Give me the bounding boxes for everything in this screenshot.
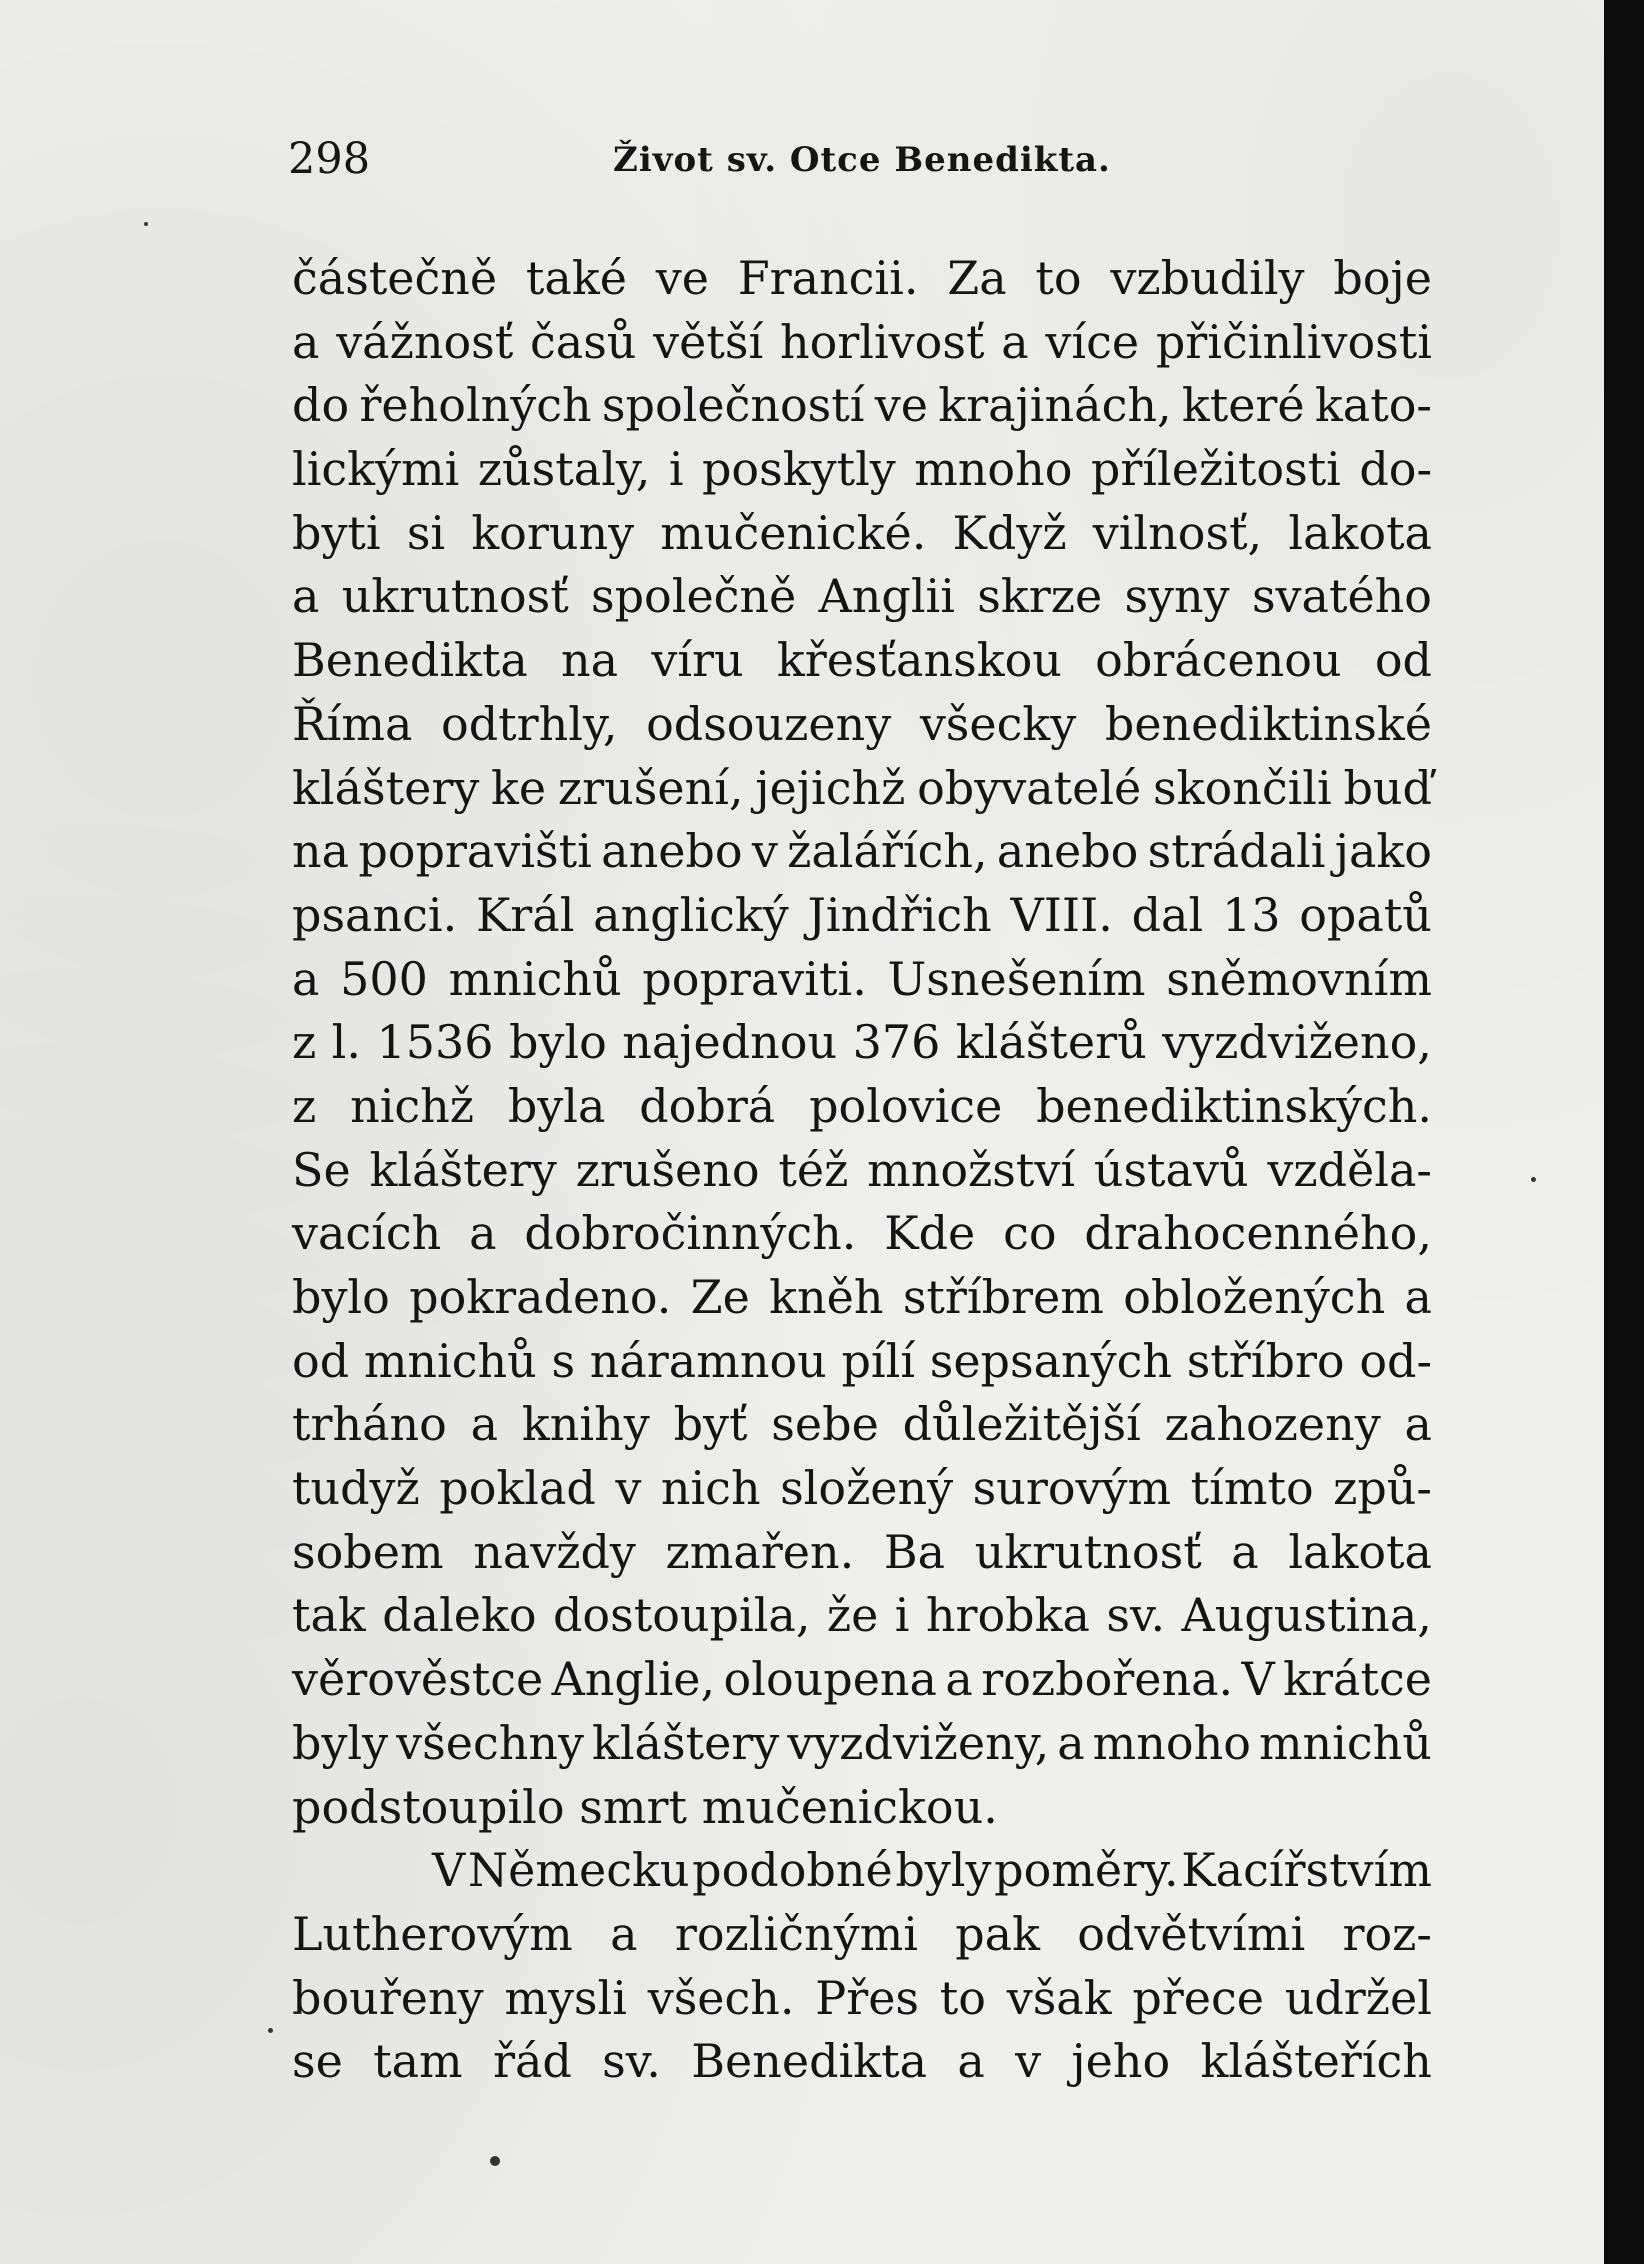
word: Benedikta bbox=[691, 2034, 928, 2089]
word: s bbox=[551, 1333, 576, 1388]
text-line bbox=[292, 311, 1432, 375]
word: klášteřích bbox=[1200, 2034, 1432, 2089]
word: z bbox=[292, 1015, 317, 1070]
text-line bbox=[292, 757, 1432, 821]
word: v bbox=[751, 824, 778, 879]
ink-speck bbox=[1531, 1177, 1536, 1182]
word: Jindřich bbox=[807, 887, 992, 942]
word: dobrá bbox=[639, 1078, 776, 1133]
word: byly bbox=[895, 1843, 992, 1898]
word: všecky bbox=[919, 696, 1077, 751]
word: anebo bbox=[996, 824, 1139, 879]
word: odtrhly, bbox=[441, 696, 618, 751]
word: stříbro bbox=[1186, 1333, 1345, 1388]
word: bylo bbox=[292, 1270, 390, 1324]
word: jeho bbox=[1071, 2034, 1171, 2089]
word: více bbox=[1045, 314, 1140, 369]
word: klášterů bbox=[955, 1015, 1147, 1070]
word: zahozeny bbox=[1164, 1397, 1381, 1452]
word: vyzdviženo, bbox=[1162, 1015, 1432, 1070]
word: daleko bbox=[382, 1588, 537, 1643]
word: obyvatelé bbox=[917, 760, 1142, 815]
word: ve bbox=[874, 378, 928, 433]
word: sebe bbox=[771, 1397, 879, 1452]
word: tímto bbox=[1190, 1461, 1314, 1516]
word: vacích bbox=[292, 1206, 442, 1261]
ink-speck bbox=[268, 2028, 273, 2033]
word: a bbox=[945, 1652, 973, 1707]
word: podstoupilo bbox=[292, 1779, 565, 1834]
word: a bbox=[1231, 1524, 1259, 1579]
word: mnoho bbox=[914, 442, 1073, 497]
word: větší bbox=[653, 314, 764, 369]
word: Anglii bbox=[818, 569, 955, 624]
word: od bbox=[1374, 633, 1432, 688]
word: že bbox=[826, 1588, 879, 1643]
word: smrt bbox=[579, 1779, 687, 1834]
word: věrověstce bbox=[292, 1652, 544, 1707]
word: složený bbox=[780, 1461, 954, 1516]
word: benediktinských. bbox=[1036, 1078, 1432, 1133]
word: Kacířstvím bbox=[1181, 1843, 1432, 1898]
word: udržel bbox=[1284, 1970, 1432, 2025]
text-line bbox=[292, 1457, 1432, 1521]
word: syny bbox=[1124, 569, 1230, 624]
word: Kde bbox=[884, 1206, 976, 1261]
word: kláštery bbox=[292, 760, 480, 815]
word: od bbox=[292, 1333, 350, 1388]
word: společně bbox=[590, 569, 797, 624]
word: Král bbox=[475, 887, 575, 942]
word: hrobka bbox=[925, 1588, 1090, 1643]
word: trháno bbox=[292, 1397, 447, 1452]
text-line bbox=[292, 1075, 1432, 1139]
word: kláštery bbox=[591, 1715, 780, 1770]
word: opatů bbox=[1299, 887, 1432, 942]
word: vilnosť, bbox=[1092, 505, 1263, 560]
word: společností bbox=[601, 378, 865, 433]
word: ke bbox=[491, 760, 547, 815]
word: však bbox=[1006, 1970, 1112, 2025]
text-line bbox=[292, 1839, 1432, 1903]
text-line bbox=[292, 1393, 1432, 1457]
word: se bbox=[292, 2034, 343, 2089]
word: mučenické. bbox=[660, 505, 927, 560]
word: a bbox=[469, 1206, 497, 1261]
word: popraviti. bbox=[642, 951, 867, 1006]
word: mučenickou. bbox=[701, 1779, 998, 1834]
scan-border bbox=[1604, 0, 1644, 2264]
word: si bbox=[406, 505, 446, 560]
text-line bbox=[292, 1776, 1432, 1840]
text-line bbox=[292, 565, 1432, 629]
word: navždy bbox=[473, 1524, 636, 1579]
word: 13 bbox=[1221, 887, 1281, 942]
text-line bbox=[292, 1712, 1432, 1776]
word: v bbox=[615, 1461, 642, 1516]
word: vzděla- bbox=[1267, 1142, 1432, 1197]
word: Benedikta bbox=[292, 633, 528, 688]
word: ve bbox=[655, 251, 709, 305]
word: a bbox=[957, 2034, 985, 2089]
word: Usnešením bbox=[887, 951, 1146, 1006]
word: nichž bbox=[350, 1078, 475, 1133]
word: i bbox=[894, 1588, 910, 1643]
word: surovým bbox=[972, 1461, 1172, 1516]
word: Ze bbox=[690, 1270, 750, 1324]
page-number: 298 bbox=[288, 134, 371, 184]
word: Za bbox=[947, 251, 1007, 305]
word: lakota bbox=[1288, 1524, 1432, 1579]
text-line bbox=[292, 948, 1432, 1012]
word: z bbox=[292, 1078, 317, 1133]
word: byly bbox=[292, 1715, 389, 1770]
word: řád bbox=[492, 2034, 572, 2089]
word: sv. bbox=[1106, 1588, 1166, 1643]
text-line bbox=[292, 1139, 1432, 1203]
word: tam bbox=[373, 2034, 463, 2089]
word: popravišti bbox=[358, 824, 592, 879]
word: také bbox=[525, 251, 627, 305]
word: přece bbox=[1132, 1970, 1264, 2025]
word: a bbox=[292, 951, 320, 1006]
word: to bbox=[1035, 251, 1082, 305]
text-line bbox=[292, 1202, 1432, 1266]
word: kato- bbox=[1314, 378, 1432, 433]
word: obložených bbox=[1123, 1270, 1386, 1324]
word: a bbox=[1404, 1397, 1432, 1452]
word: pokradeno. bbox=[409, 1270, 672, 1324]
word: zůstaly, bbox=[477, 442, 651, 497]
text-line bbox=[292, 1266, 1432, 1330]
word: poklad bbox=[439, 1461, 596, 1516]
word: žalářích, bbox=[787, 824, 988, 879]
word: sepsaných bbox=[929, 1333, 1173, 1388]
word: Lutherovým bbox=[292, 1906, 573, 1961]
word: polovice bbox=[809, 1078, 1003, 1133]
word: V bbox=[1241, 1652, 1275, 1707]
body-text bbox=[292, 247, 1432, 2094]
word: lickými bbox=[292, 442, 460, 497]
word: na bbox=[292, 824, 350, 879]
word: 376 bbox=[852, 1015, 941, 1070]
word: od- bbox=[1359, 1333, 1432, 1388]
word: částečně bbox=[292, 251, 498, 305]
word: 1536 bbox=[376, 1015, 494, 1070]
word: a bbox=[1001, 314, 1029, 369]
text-line bbox=[292, 2030, 1432, 2094]
ink-speck bbox=[490, 2156, 500, 2166]
word: roz- bbox=[1342, 1906, 1432, 1961]
text-line bbox=[292, 884, 1432, 948]
word: na bbox=[561, 633, 619, 688]
ink-speck bbox=[144, 222, 148, 226]
word: ukrutnosť bbox=[974, 1524, 1202, 1579]
word: přičinlivosti bbox=[1155, 314, 1432, 369]
word: ukrutnosť bbox=[341, 569, 569, 624]
word: též bbox=[778, 1142, 849, 1197]
word: Když bbox=[952, 505, 1067, 560]
word: v bbox=[1015, 2034, 1042, 2089]
word: náramnou bbox=[589, 1333, 827, 1388]
word: mysli bbox=[504, 1970, 627, 2025]
word: to bbox=[939, 1970, 986, 2025]
word: oloupena bbox=[723, 1652, 937, 1707]
word: mnichů bbox=[1258, 1715, 1432, 1770]
word: rozličnými bbox=[674, 1906, 918, 1961]
word: nich bbox=[660, 1461, 761, 1516]
text-line bbox=[292, 1584, 1432, 1648]
word: 500 bbox=[340, 951, 428, 1006]
word: a bbox=[1404, 1270, 1432, 1324]
word: horlivosť bbox=[779, 314, 985, 369]
word: sněmovním bbox=[1166, 951, 1432, 1006]
word: najednou bbox=[622, 1015, 838, 1070]
word: zmařen. bbox=[665, 1524, 855, 1579]
text-line bbox=[292, 1648, 1432, 1712]
word: příležitosti bbox=[1090, 442, 1341, 497]
word: a bbox=[1057, 1715, 1085, 1770]
text-line bbox=[292, 1903, 1432, 1967]
word: Přes bbox=[815, 1970, 920, 2025]
word: poměry. bbox=[994, 1843, 1179, 1898]
word: psanci. bbox=[292, 887, 458, 942]
word: ústavů bbox=[1093, 1142, 1249, 1197]
word: drahocenného, bbox=[1084, 1206, 1432, 1261]
word: tak bbox=[292, 1588, 366, 1643]
word: strádali bbox=[1147, 824, 1326, 879]
text-line bbox=[292, 629, 1432, 693]
word: obrácenou bbox=[1095, 633, 1342, 688]
word: poskytly bbox=[701, 442, 896, 497]
word: způ- bbox=[1333, 1461, 1432, 1516]
word: VIII. bbox=[1010, 887, 1113, 942]
word: zrušení, bbox=[557, 760, 744, 815]
word: svatého bbox=[1251, 569, 1432, 624]
word: dobročinných. bbox=[524, 1206, 857, 1261]
word: a bbox=[610, 1906, 638, 1961]
word: i bbox=[668, 442, 684, 497]
word: Augustina, bbox=[1181, 1588, 1432, 1643]
word: křesťanskou bbox=[776, 633, 1062, 688]
word: anglický bbox=[593, 887, 789, 942]
word: mnichů bbox=[363, 1333, 537, 1388]
word: podobné bbox=[692, 1843, 893, 1898]
word: dostoupila, bbox=[552, 1588, 811, 1643]
text-line bbox=[292, 1967, 1432, 2031]
word: jako bbox=[1334, 824, 1432, 879]
word: lakota bbox=[1288, 505, 1432, 560]
word: Ba bbox=[883, 1524, 946, 1579]
word: do bbox=[292, 378, 350, 433]
word: do- bbox=[1359, 442, 1432, 497]
word: jejichž bbox=[755, 760, 906, 815]
running-title: Život sv. Otce Benedikta. bbox=[613, 140, 1111, 180]
word: Říma bbox=[292, 696, 413, 751]
word: kláštery bbox=[369, 1142, 557, 1197]
word: kněh bbox=[769, 1270, 884, 1324]
word: které bbox=[1181, 378, 1305, 433]
text-line bbox=[292, 820, 1432, 884]
word: co bbox=[1003, 1206, 1057, 1261]
word: byti bbox=[292, 505, 381, 560]
word: tudyž bbox=[292, 1461, 420, 1516]
text-line bbox=[292, 1521, 1432, 1585]
word: knihy bbox=[521, 1397, 650, 1452]
text-line bbox=[292, 247, 1432, 311]
word: Se bbox=[292, 1142, 351, 1197]
word: skrze bbox=[977, 569, 1103, 624]
word: a bbox=[292, 569, 320, 624]
word: bouřeny bbox=[292, 1970, 484, 2025]
word: časů bbox=[530, 314, 637, 369]
word: vzbudily bbox=[1110, 251, 1305, 305]
word: krajinách, bbox=[938, 378, 1172, 433]
text-line bbox=[292, 502, 1432, 566]
word: buď bbox=[1343, 760, 1432, 815]
word: mnoho bbox=[1092, 1715, 1251, 1770]
word: boje bbox=[1333, 251, 1432, 305]
word: Německu bbox=[467, 1843, 690, 1898]
text-line bbox=[292, 374, 1432, 438]
word: sobem bbox=[292, 1524, 444, 1579]
word: bylo bbox=[508, 1015, 607, 1070]
word: všechny bbox=[396, 1715, 584, 1770]
text-line bbox=[292, 438, 1432, 502]
word: dal bbox=[1131, 887, 1204, 942]
running-head bbox=[288, 134, 1128, 184]
word: koruny bbox=[471, 505, 635, 560]
word: anebo bbox=[601, 824, 743, 879]
word: skončili bbox=[1153, 760, 1332, 815]
word: a bbox=[470, 1397, 499, 1452]
word: V bbox=[432, 1843, 466, 1898]
word: důležitější bbox=[902, 1397, 1141, 1452]
word: vyzdviženy, bbox=[787, 1715, 1050, 1770]
word: a bbox=[292, 314, 320, 369]
word: l. bbox=[331, 1015, 362, 1070]
word: množství bbox=[867, 1142, 1076, 1197]
word: víru bbox=[651, 633, 744, 688]
word: vážnosť bbox=[336, 314, 514, 369]
text-line bbox=[292, 693, 1432, 757]
word: mnichů bbox=[448, 951, 622, 1006]
word: byla bbox=[507, 1078, 606, 1133]
word: Francii. bbox=[737, 251, 919, 305]
word: byť bbox=[673, 1397, 748, 1452]
word: Anglie, bbox=[551, 1652, 716, 1707]
word: odsouzeny bbox=[646, 696, 892, 751]
word: pílí bbox=[841, 1333, 916, 1388]
text-line bbox=[292, 1011, 1432, 1075]
word: rozbořena. bbox=[981, 1652, 1234, 1707]
word: pak bbox=[955, 1906, 1040, 1961]
word: všech. bbox=[647, 1970, 795, 2025]
word: stříbrem bbox=[902, 1270, 1104, 1324]
word: řeholných bbox=[359, 378, 592, 433]
word: zrušeno bbox=[575, 1142, 760, 1197]
word: krátce bbox=[1283, 1652, 1432, 1707]
word: odvětvími bbox=[1077, 1906, 1306, 1961]
word: sv. bbox=[602, 2034, 661, 2089]
text-line bbox=[292, 1330, 1432, 1394]
word: benediktinské bbox=[1104, 696, 1432, 751]
